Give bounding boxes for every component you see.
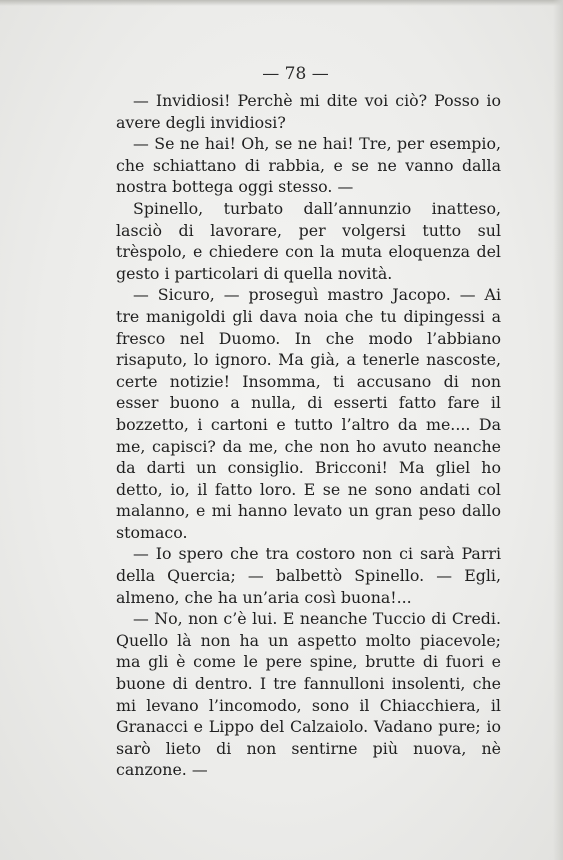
- paragraph: Spinello, turbato dall’annunzio inatteso, lasciò di lavorare, per volgersi tutto sul trèspolo, e chiedere con la muta eloquenza del gesto i particolari di quella novità.: [116, 198, 501, 283]
- paragraph: — No, non c’è lui. E neanche Tuccio di Credi. Quello là non ha un aspetto molto piacevole; ma gli è come le pere spine, brutte di fuori e buone di dentro. I tre fannulloni insolenti, che mi levano l’incomodo, sono il Chiacchiera, il Granacci e Lippo del Calzaiolo. Vadano pure; io sarò lieto di non sentirne più nuova, nè canzone. —: [116, 609, 501, 780]
- page-number: — 78 —: [262, 64, 329, 84]
- paragraph: — Io spero che tra costoro non ci sarà Parri della Quercia; — balbettò Spinello. — Egli, almeno, che ha un’aria così buona!...: [116, 544, 501, 607]
- body-text: [116, 90, 501, 781]
- paragraph: — Sicuro, — proseguì mastro Jacopo. — Ai tre manigoldi gli dava noia che tu dipingessi a fresco nel Duomo. In che modo l’abbiano risaputo, lo ignoro. Ma già, a tenerle nascoste, certe notizie! Insomma, ti accusano di non esser buono a nulla, di esserti fatto fare il bozzetto, i cartoni e tutto l’altro da me.... Da me, capisci? da me, che non ho avuto neanche da darti un consiglio. Bricconi! Ma gliel ho detto, io, il fatto loro. E se ne sono andati col malanno, e mi hanno levato un gran peso dallo stomaco.: [116, 285, 501, 542]
- paragraph: — Invidiosi! Perchè mi dite voi ciò? Posso io avere degli invidiosi?: [116, 91, 501, 132]
- paragraph: — Se ne hai! Oh, se ne hai! Tre, per esempio, che schiattano di rabbia, e se ne vanno dalla nostra bottega oggi stesso. —: [116, 134, 501, 197]
